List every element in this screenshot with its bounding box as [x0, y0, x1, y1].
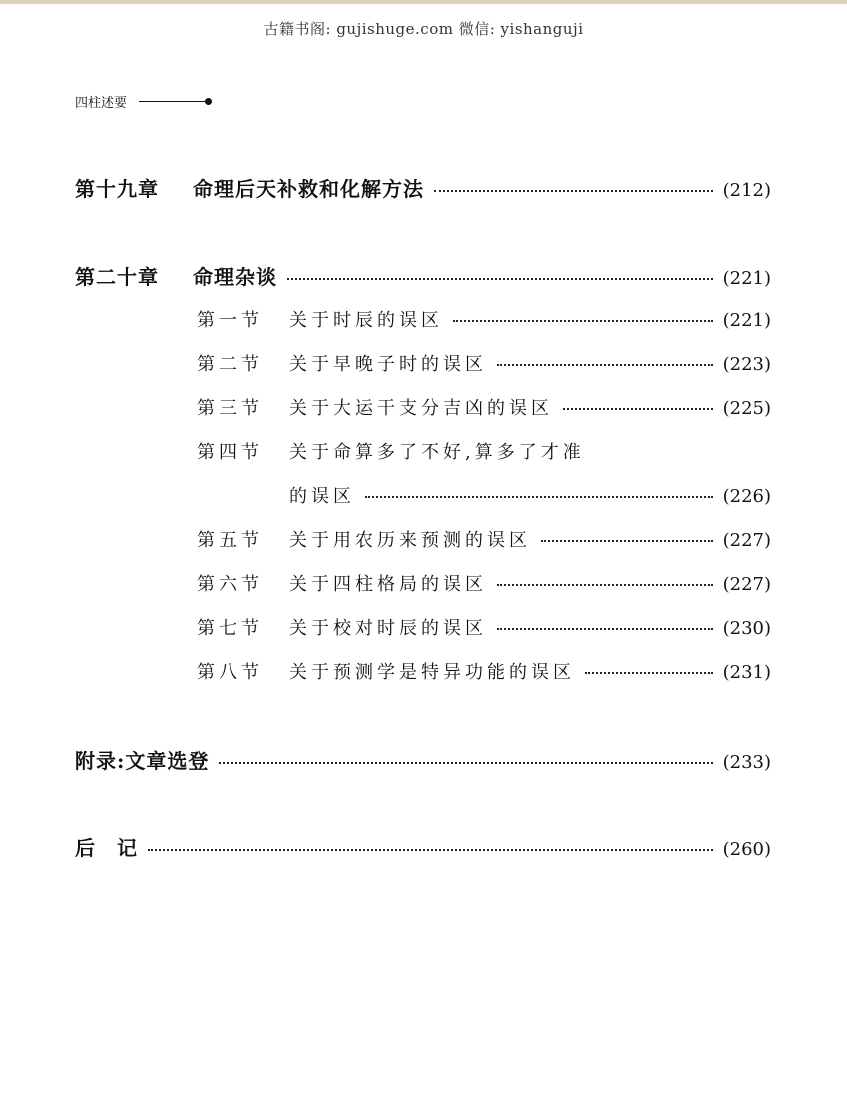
toc-entry-section-8[interactable]: [197, 658, 771, 684]
page-number: (233): [722, 752, 771, 773]
leader-dots: [287, 258, 713, 280]
toc-entry-appendix[interactable]: [75, 745, 771, 774]
toc-entry-postscript[interactable]: [75, 832, 771, 861]
page-number: (226): [722, 486, 771, 507]
chapter-title: 命理杂谈: [193, 265, 277, 289]
section-number: 第二节: [197, 354, 263, 375]
toc-entry-section-4[interactable]: [197, 438, 771, 464]
section-title-continued: 的误区: [289, 486, 355, 507]
toc-entry-section-7[interactable]: [197, 614, 771, 640]
toc-entry-section-2[interactable]: [197, 350, 771, 376]
page-number: (230): [722, 618, 771, 639]
chapter-number: 第十九章: [75, 177, 159, 201]
section-title: 关于四柱格局的误区: [289, 574, 487, 595]
page-number: (221): [722, 310, 771, 331]
section-number: 第四节: [197, 442, 263, 463]
section-number: 第五节: [197, 530, 263, 551]
page-number: (221): [722, 268, 771, 289]
page-number: (225): [722, 398, 771, 419]
leader-dots: [365, 478, 713, 498]
top-border-strip: [0, 0, 847, 4]
page-number: (260): [722, 839, 771, 860]
leader-dots: [585, 654, 713, 674]
section-title: 关于早晚子时的误区: [289, 354, 487, 375]
running-head-dot: [205, 98, 212, 105]
section-number: 第七节: [197, 618, 263, 639]
chapter-number: 第二十章: [75, 265, 159, 289]
leader-dots: [453, 302, 713, 322]
leader-dots: [497, 346, 713, 366]
page-number: (227): [722, 530, 771, 551]
section-title: 关于时辰的误区: [289, 310, 443, 331]
section-number: 第一节: [197, 310, 263, 331]
section-title: 关于大运干支分吉凶的误区: [289, 398, 553, 419]
running-head-rule: [139, 101, 205, 102]
page-number: (231): [722, 662, 771, 683]
page-number: (223): [722, 354, 771, 375]
chapter-title: 命理后天补救和化解方法: [193, 177, 424, 201]
toc-entry-chapter-20[interactable]: [75, 261, 771, 290]
leader-dots: [497, 610, 713, 630]
postscript-title: 后 记: [75, 836, 138, 860]
toc-entry-section-1[interactable]: [197, 306, 771, 332]
page-number: (212): [722, 180, 771, 201]
section-number: 第三节: [197, 398, 263, 419]
section-number: 第六节: [197, 574, 263, 595]
toc-entry-section-6[interactable]: [197, 570, 771, 596]
leader-dots: [563, 390, 713, 410]
section-title: 关于校对时辰的误区: [289, 618, 487, 639]
section-title: 关于用农历来预测的误区: [289, 530, 531, 551]
page-number: (227): [722, 574, 771, 595]
toc-entry-section-3[interactable]: [197, 394, 771, 420]
toc-entry-section-4-continued[interactable]: [289, 482, 771, 508]
running-head: [75, 92, 212, 111]
toc-entry-section-5[interactable]: [197, 526, 771, 552]
section-title: 关于预测学是特异功能的误区: [289, 662, 575, 683]
section-number: 第八节: [197, 662, 263, 683]
leader-dots: [541, 522, 713, 542]
watermark-text: 古籍书阁: gujishuge.com 微信: yishanguji: [263, 20, 584, 38]
leader-dots: [219, 742, 712, 764]
leader-dots: [497, 566, 713, 586]
appendix-title: 附录:文章选登: [75, 749, 210, 773]
toc-entry-chapter-19[interactable]: [75, 173, 771, 202]
leader-dots: [148, 829, 713, 851]
leader-dots: [434, 170, 713, 192]
section-title: 关于命算多了不好,算多了才准: [289, 442, 585, 463]
running-head-title: 四柱述要: [75, 96, 128, 111]
